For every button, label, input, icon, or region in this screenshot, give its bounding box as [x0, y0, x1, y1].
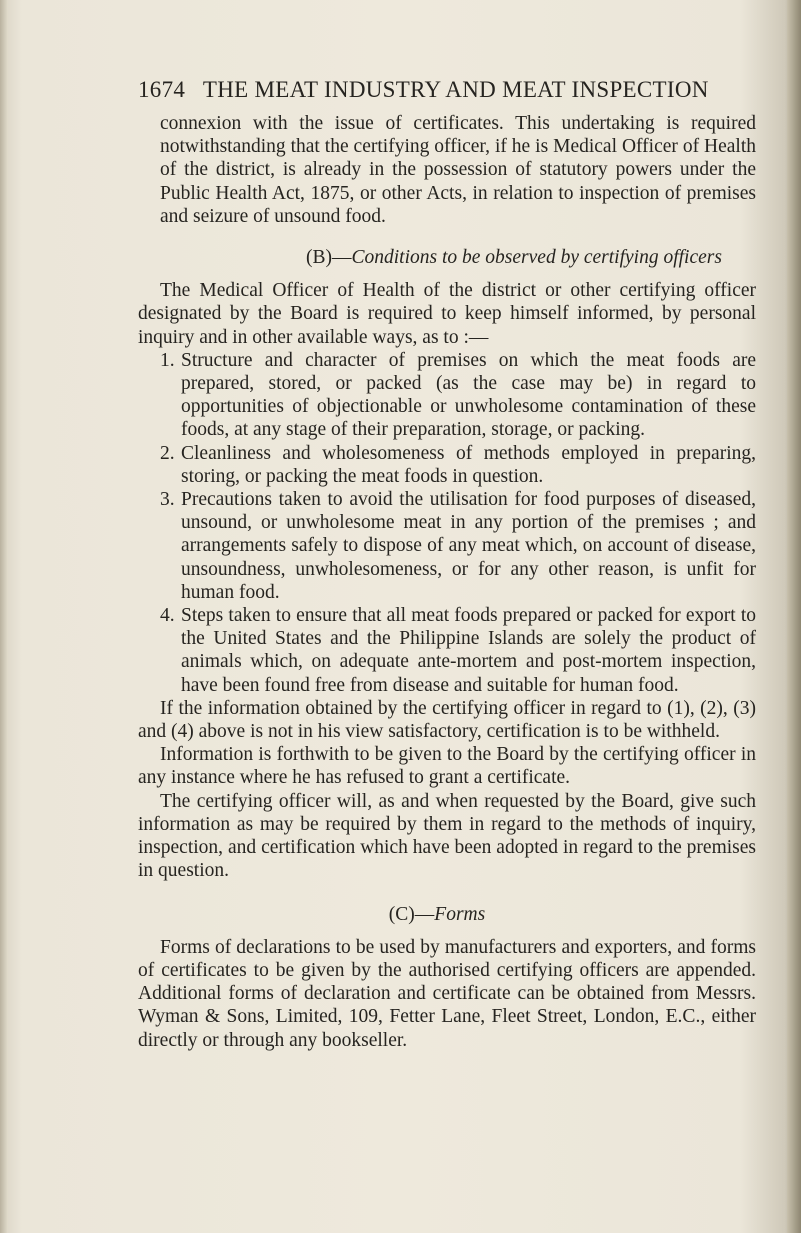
section-b-heading: [138, 246, 756, 269]
list-item-text: Steps taken to ensure that all meat foods prepared or packed for export to the United States and the Philippine Islands are solely the product of animals which, on adequate ante-mortem and post-mortem inspection, have been found free from disease and suitable for human food.: [181, 605, 756, 696]
list-item-number: 1.: [160, 349, 175, 371]
section-c-title: Forms: [434, 903, 486, 925]
list-item: [138, 488, 756, 604]
list-item: [138, 604, 756, 697]
list-item: [138, 442, 756, 488]
running-header: [138, 77, 709, 103]
intro-paragraph: connexion with the issue of certificates. This undertaking is required notwithstanding that the certifying officer, if he is Medical Officer of Health of the district, is already in the possession of statutory powers under the Public Health Act, 1875, or other Acts, in relation to inspection of premises and seizure of unsound food.: [160, 113, 756, 227]
list-item-text: Cleanliness and wholesomeness of methods employed in preparing, storing, or packing the meat foods in question.: [181, 442, 756, 487]
withheld-paragraph: If the information obtained by the certifying officer in regard to (1), (2), (3) and (4) above is not in his view satisfactory, certification is to be withheld.: [138, 697, 756, 743]
section-c-heading: [138, 903, 756, 926]
list-item-number: 3.: [160, 489, 175, 511]
section-c-letter: (C)—: [388, 903, 435, 925]
forms-paragraph: Forms of declarations to be used by manufacturers and exporters, and forms of certificates to be given by the authorised certifying officers are appended. Additional forms of declaration and certificate can be obtained from Messrs. Wyman & Sons, Limited, 109, Fetter Lane, Fleet Street, London, E.C., either directly or through any bookseller.: [138, 936, 756, 1051]
request-paragraph: The certifying officer will, as and when requested by the Board, give such information as may be required by them in regard to the methods of inquiry, inspection, and certification which have been adopted in regard to the premises in question.: [138, 790, 756, 882]
list-item-number: 2.: [160, 442, 175, 464]
page-right-edge: [787, 0, 801, 1233]
section-b-title: Conditions to be observed by certifying officers: [351, 247, 722, 269]
page-left-edge: [0, 0, 8, 1233]
section-b-letter: (B)—: [306, 247, 352, 269]
list-item-text: Structure and character of premises on which the meat foods are prepared, stored, or packed (as the case may be) in regard to opportunities of objectionable or unwholesome contamination of these foods, at any stage of their preparation, storage, or packing.: [181, 349, 756, 441]
conditions-list: [138, 349, 756, 697]
page-number: 1674: [138, 77, 186, 102]
list-item: [138, 349, 756, 442]
list-item-text: Precautions taken to avoid the utilisation for food purposes of diseased, unsound, or unwholesome meat in any portion of the premises ; and arrangements safely to dispose of any meat which, on account of disease, unsoundness, unwholesomeness, or for any other reason, is unfit for human food.: [181, 489, 756, 603]
information-paragraph: Information is forthwith to be given to the Board by the certifying officer in any instance where he has refused to grant a certificate.: [138, 744, 756, 789]
page-body: [138, 112, 756, 1052]
section-b-lead: The Medical Officer of Health of the district or other certifying officer designated by the Board is required to keep himself informed, by personal inquiry and in other available ways, as to :—: [138, 280, 756, 348]
list-item-number: 4.: [160, 605, 175, 627]
running-title: THE MEAT INDUSTRY AND MEAT INSPECTION: [202, 77, 709, 102]
